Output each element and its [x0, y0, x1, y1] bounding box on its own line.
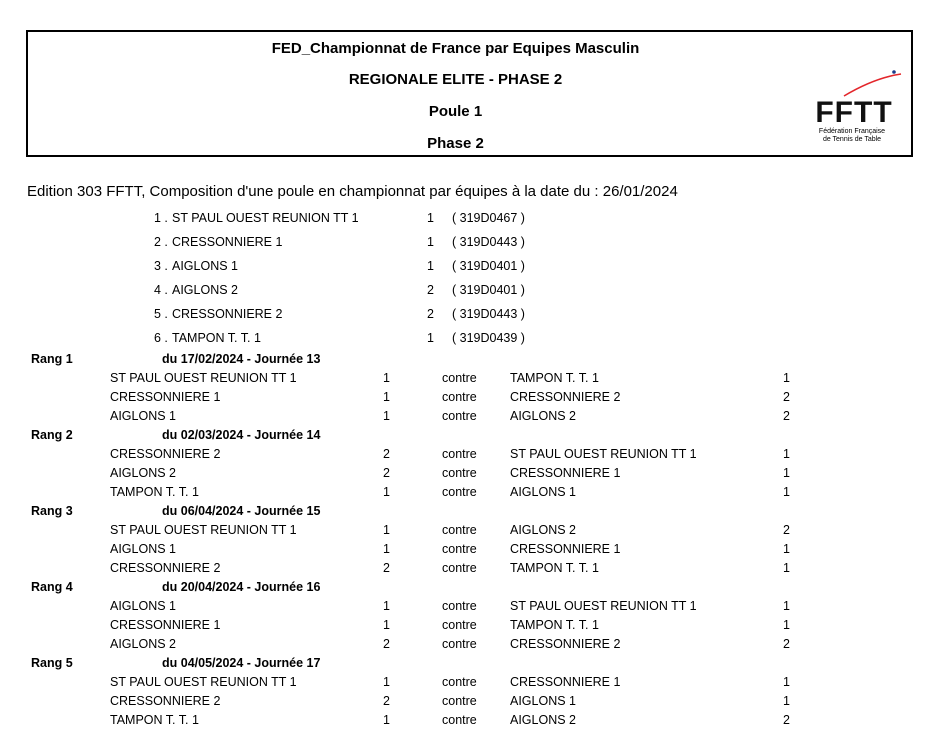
versus-label: contre	[442, 371, 477, 385]
versus-label: contre	[442, 637, 477, 651]
versus-label: contre	[442, 390, 477, 404]
round-date: du 04/05/2024 - Journée 17	[162, 656, 321, 670]
round-rank: Rang 5	[31, 656, 73, 670]
away-team: AIGLONS 2	[510, 409, 576, 423]
versus-label: contre	[442, 599, 477, 613]
team-name: ST PAUL OUEST REUNION TT 1	[172, 211, 359, 225]
team-name: CRESSONNIERE 2	[172, 307, 283, 321]
away-team: TAMPON T. T. 1	[510, 561, 599, 575]
team-code: ( 319D0401 )	[452, 259, 525, 273]
away-team: CRESSONNIERE 1	[510, 542, 621, 556]
team-division-no: 2	[427, 307, 434, 321]
away-team: CRESSONNIERE 2	[510, 637, 621, 651]
team-division-no: 1	[427, 235, 434, 249]
header-division: REGIONALE ELITE - PHASE 2	[348, 71, 563, 88]
home-team-no: 2	[383, 637, 390, 651]
away-team-no: 2	[783, 523, 790, 537]
header-pool: Poule 1	[428, 103, 483, 120]
team-code: ( 319D0439 )	[452, 331, 525, 345]
team-code: ( 319D0443 )	[452, 307, 525, 321]
team-name: CRESSONNIERE 1	[172, 235, 283, 249]
versus-label: contre	[442, 618, 477, 632]
away-team-no: 1	[783, 694, 790, 708]
home-team-no: 1	[383, 599, 390, 613]
away-team-no: 2	[783, 409, 790, 423]
team-name: TAMPON T. T. 1	[172, 331, 261, 345]
team-number: 5 .	[154, 307, 168, 321]
home-team-no: 2	[383, 694, 390, 708]
home-team-no: 2	[383, 447, 390, 461]
home-team-no: 1	[383, 675, 390, 689]
home-team-no: 1	[383, 713, 390, 727]
home-team: ST PAUL OUEST REUNION TT 1	[110, 675, 297, 689]
home-team-no: 1	[383, 523, 390, 537]
away-team-no: 2	[783, 637, 790, 651]
away-team-no: 1	[783, 542, 790, 556]
home-team-no: 2	[383, 466, 390, 480]
home-team: CRESSONNIERE 2	[110, 694, 221, 708]
logo-text: FFTT	[815, 96, 893, 128]
away-team: AIGLONS 2	[510, 523, 576, 537]
away-team: AIGLONS 2	[510, 713, 576, 727]
round-date: du 02/03/2024 - Journée 14	[162, 428, 321, 442]
home-team-no: 1	[383, 542, 390, 556]
versus-label: contre	[442, 485, 477, 499]
away-team-no: 2	[783, 713, 790, 727]
round-rank: Rang 3	[31, 504, 73, 518]
home-team: AIGLONS 1	[110, 542, 176, 556]
home-team-no: 1	[383, 618, 390, 632]
home-team: AIGLONS 1	[110, 409, 176, 423]
away-team: TAMPON T. T. 1	[510, 618, 599, 632]
home-team: CRESSONNIERE 1	[110, 390, 221, 404]
versus-label: contre	[442, 561, 477, 575]
away-team-no: 1	[783, 618, 790, 632]
team-code: ( 319D0443 )	[452, 235, 525, 249]
team-division-no: 1	[427, 331, 434, 345]
team-name: AIGLONS 2	[172, 283, 238, 297]
round-date: du 20/04/2024 - Journée 16	[162, 580, 321, 594]
header-title: FED_Championnat de France par Equipes Masculin	[271, 40, 640, 57]
home-team: TAMPON T. T. 1	[110, 713, 199, 727]
home-team-no: 1	[383, 371, 390, 385]
away-team: ST PAUL OUEST REUNION TT 1	[510, 599, 697, 613]
team-code: ( 319D0401 )	[452, 283, 525, 297]
team-name: AIGLONS 1	[172, 259, 238, 273]
versus-label: contre	[442, 466, 477, 480]
team-division-no: 2	[427, 283, 434, 297]
away-team: AIGLONS 1	[510, 485, 576, 499]
edition-line: Edition 303 FFTT, Composition d'une poule en championnat par équipes à la date du : 26/01/2024	[27, 183, 678, 200]
away-team-no: 1	[783, 675, 790, 689]
home-team-no: 1	[383, 409, 390, 423]
away-team-no: 1	[783, 561, 790, 575]
away-team: CRESSONNIERE 1	[510, 675, 621, 689]
round-date: du 17/02/2024 - Journée 13	[162, 352, 321, 366]
team-number: 2 .	[154, 235, 168, 249]
home-team-no: 1	[383, 390, 390, 404]
round-rank: Rang 4	[31, 580, 73, 594]
versus-label: contre	[442, 447, 477, 461]
away-team: TAMPON T. T. 1	[510, 371, 599, 385]
round-date: du 06/04/2024 - Journée 15	[162, 504, 321, 518]
home-team: AIGLONS 2	[110, 466, 176, 480]
away-team-no: 2	[783, 390, 790, 404]
home-team: CRESSONNIERE 2	[110, 561, 221, 575]
team-division-no: 1	[427, 211, 434, 225]
away-team: CRESSONNIERE 1	[510, 466, 621, 480]
home-team: CRESSONNIERE 1	[110, 618, 221, 632]
home-team: AIGLONS 1	[110, 599, 176, 613]
team-number: 4 .	[154, 283, 168, 297]
logo-subtitle-line1: Fédération Française	[818, 128, 886, 135]
away-team-no: 1	[783, 466, 790, 480]
home-team-no: 1	[383, 485, 390, 499]
team-code: ( 319D0467 )	[452, 211, 525, 225]
away-team-no: 1	[783, 599, 790, 613]
away-team-no: 1	[783, 485, 790, 499]
home-team-no: 2	[383, 561, 390, 575]
team-division-no: 1	[427, 259, 434, 273]
home-team: ST PAUL OUEST REUNION TT 1	[110, 371, 297, 385]
round-rank: Rang 2	[31, 428, 73, 442]
round-rank: Rang 1	[31, 352, 73, 366]
team-number: 1 .	[154, 211, 168, 225]
logo-subtitle-line2: de Tennis de Table	[822, 136, 882, 143]
team-number: 3 .	[154, 259, 168, 273]
home-team: AIGLONS 2	[110, 637, 176, 651]
versus-label: contre	[442, 542, 477, 556]
away-team: ST PAUL OUEST REUNION TT 1	[510, 447, 697, 461]
away-team: AIGLONS 1	[510, 694, 576, 708]
versus-label: contre	[442, 694, 477, 708]
home-team: ST PAUL OUEST REUNION TT 1	[110, 523, 297, 537]
away-team-no: 1	[783, 447, 790, 461]
team-number: 6 .	[154, 331, 168, 345]
header-phase: Phase 2	[427, 135, 484, 152]
versus-label: contre	[442, 713, 477, 727]
versus-label: contre	[442, 409, 477, 423]
versus-label: contre	[442, 523, 477, 537]
away-team-no: 1	[783, 371, 790, 385]
versus-label: contre	[442, 675, 477, 689]
home-team: CRESSONNIERE 2	[110, 447, 221, 461]
away-team: CRESSONNIERE 2	[510, 390, 621, 404]
home-team: TAMPON T. T. 1	[110, 485, 199, 499]
